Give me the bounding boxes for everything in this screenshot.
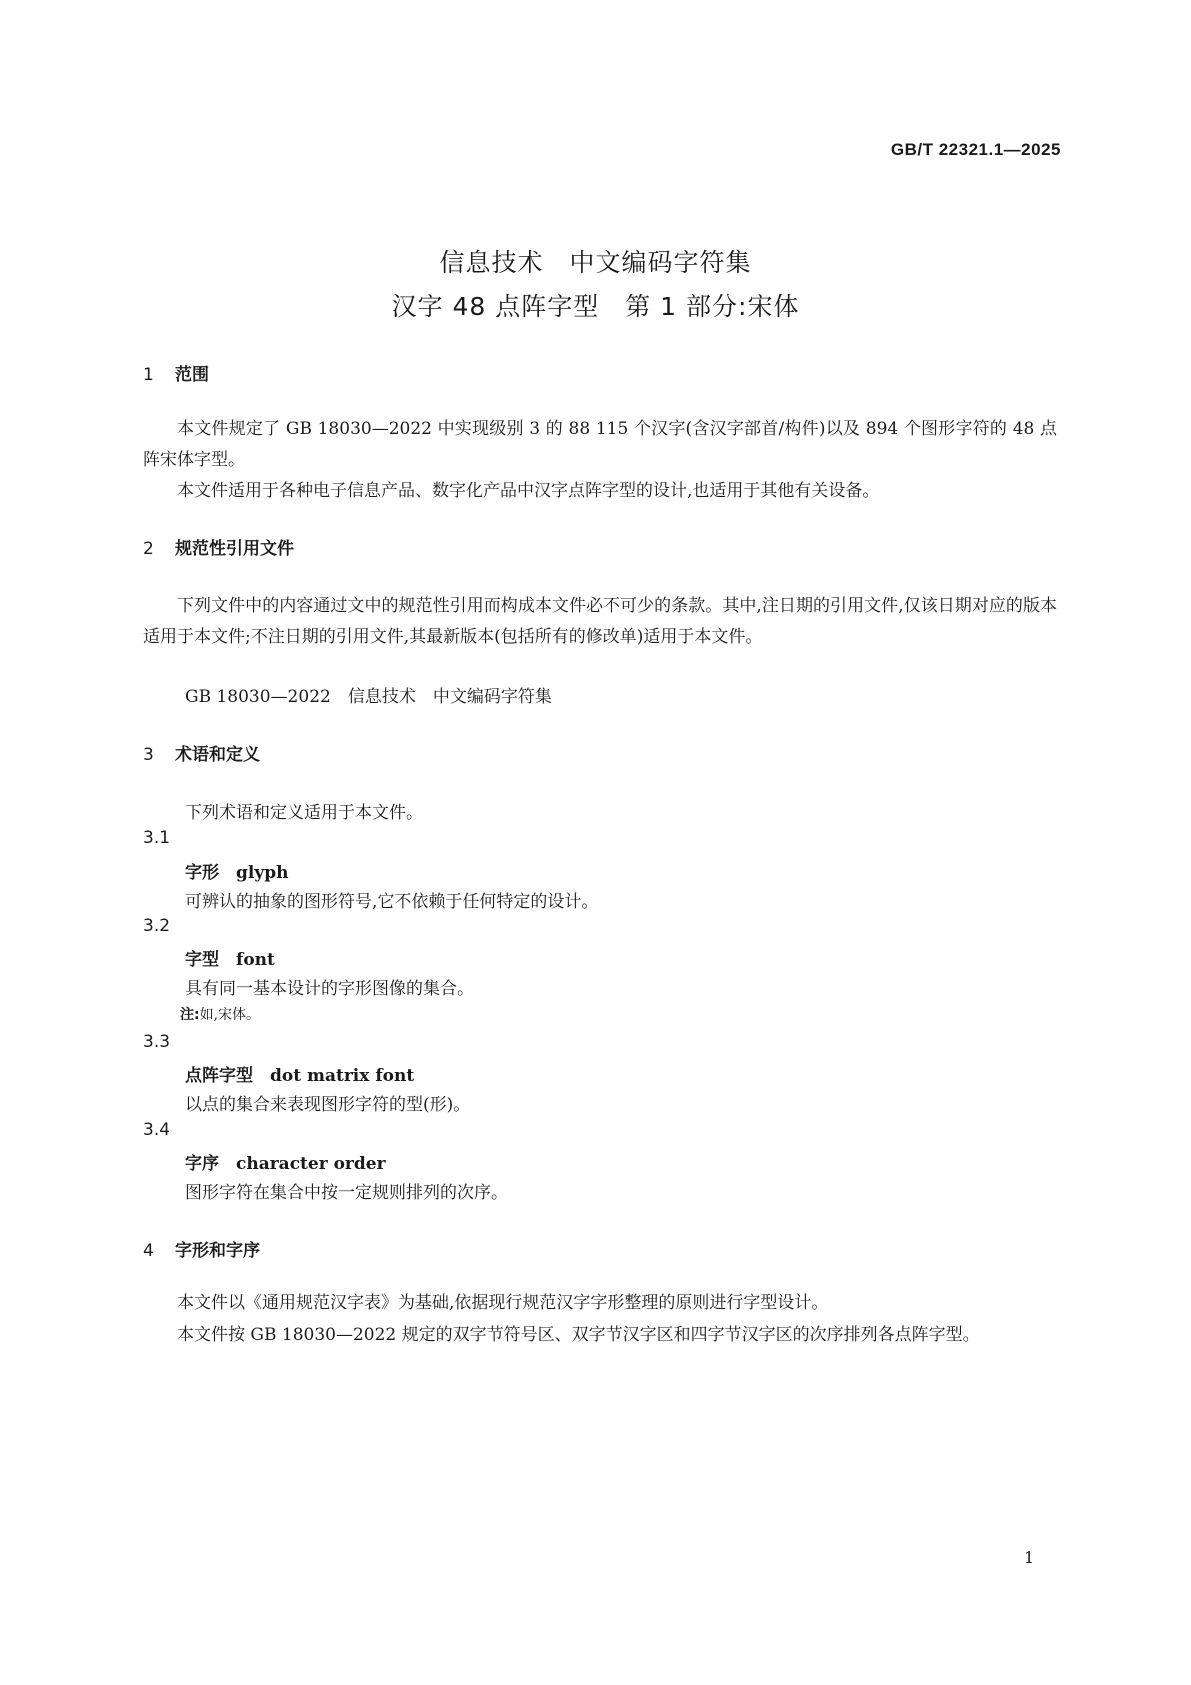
term-definition: 以点的集合来表现图形字符的型(形)。 [185,1095,471,1115]
section-number: 1 [143,365,154,385]
section-3-intro: 下列术语和定义适用于本文件。 [185,803,423,823]
section-title: 字形和字序 [175,1241,260,1261]
section-1-paragraph-2: 本文件适用于各种电子信息产品、数字化产品中汉字点阵字型的设计,也适用于其他有关设备。 [177,481,880,501]
term-number: 3.2 [143,916,171,936]
section-title: 范围 [175,365,209,385]
section-4-paragraph-1: 本文件以《通用规范汉字表》为基础,依据现行规范汉字字形整理的原则进行字型设计。 [177,1293,829,1313]
section-4-heading [143,1236,260,1261]
section-title: 术语和定义 [175,745,260,765]
section-3-heading [143,740,260,765]
term-zh: 字形 [185,863,219,883]
document-title-line1: 信息技术 中文编码字符集 [439,248,752,277]
term-definition: 具有同一基本设计的字形图像的集合。 [185,979,474,999]
section-number: 3 [143,745,154,765]
term-en: character order [236,1154,386,1174]
term-heading [185,1061,414,1086]
term-note [180,1004,260,1024]
section-title: 规范性引用文件 [175,539,294,559]
term-number: 3.3 [143,1032,171,1052]
standard-code: GB/T 22321.1—2025 [890,140,1061,159]
note-label: 注: [180,1007,200,1023]
term-zh: 字序 [185,1154,219,1174]
normative-reference-item: GB 18030—2022 信息技术 中文编码字符集 [185,687,552,707]
section-1-heading [143,360,209,385]
term-en: font [236,950,275,970]
term-definition: 图形字符在集合中按一定规则排列的次序。 [185,1183,508,1203]
document-title-line2: 汉字 48 点阵字型 第 1 部分:宋体 [391,292,800,321]
note-text: 如,宋体。 [199,1007,261,1023]
page-number: 1 [1024,1548,1035,1567]
section-2-paragraph-1: 下列文件中的内容通过文中的规范性引用而构成本文件必不可少的条款。其中,注日期的引用文件,仅该日期对应的版本适用于本文件;不注日期的引用文件,其最新版本(包括所有的修改单)适用于本文件。 [143,596,1057,647]
term-zh: 点阵字型 [185,1066,253,1086]
term-zh: 字型 [185,950,219,970]
section-4-paragraph-2: 本文件按 GB 18030—2022 规定的双字节符号区、双字节汉字区和四字节汉字区的次序排列各点阵字型。 [177,1325,980,1345]
term-number: 3.1 [143,828,171,848]
term-en: glyph [236,863,289,883]
section-1-paragraph-1: 本文件规定了 GB 18030—2022 中实现级别 3 的 88 115 个汉字(含汉字部首/构件)以及 894 个图形字符的 48 点阵宋体字型。 [143,419,1057,470]
term-number: 3.4 [143,1120,171,1140]
term-en: dot matrix font [270,1066,415,1086]
term-heading [185,945,275,970]
section-2-heading [143,534,294,559]
term-heading [185,1149,386,1174]
section-number: 2 [143,539,154,559]
term-heading [185,858,288,883]
term-definition: 可辨认的抽象的图形符号,它不依赖于任何特定的设计。 [185,892,599,912]
section-number: 4 [143,1241,154,1261]
